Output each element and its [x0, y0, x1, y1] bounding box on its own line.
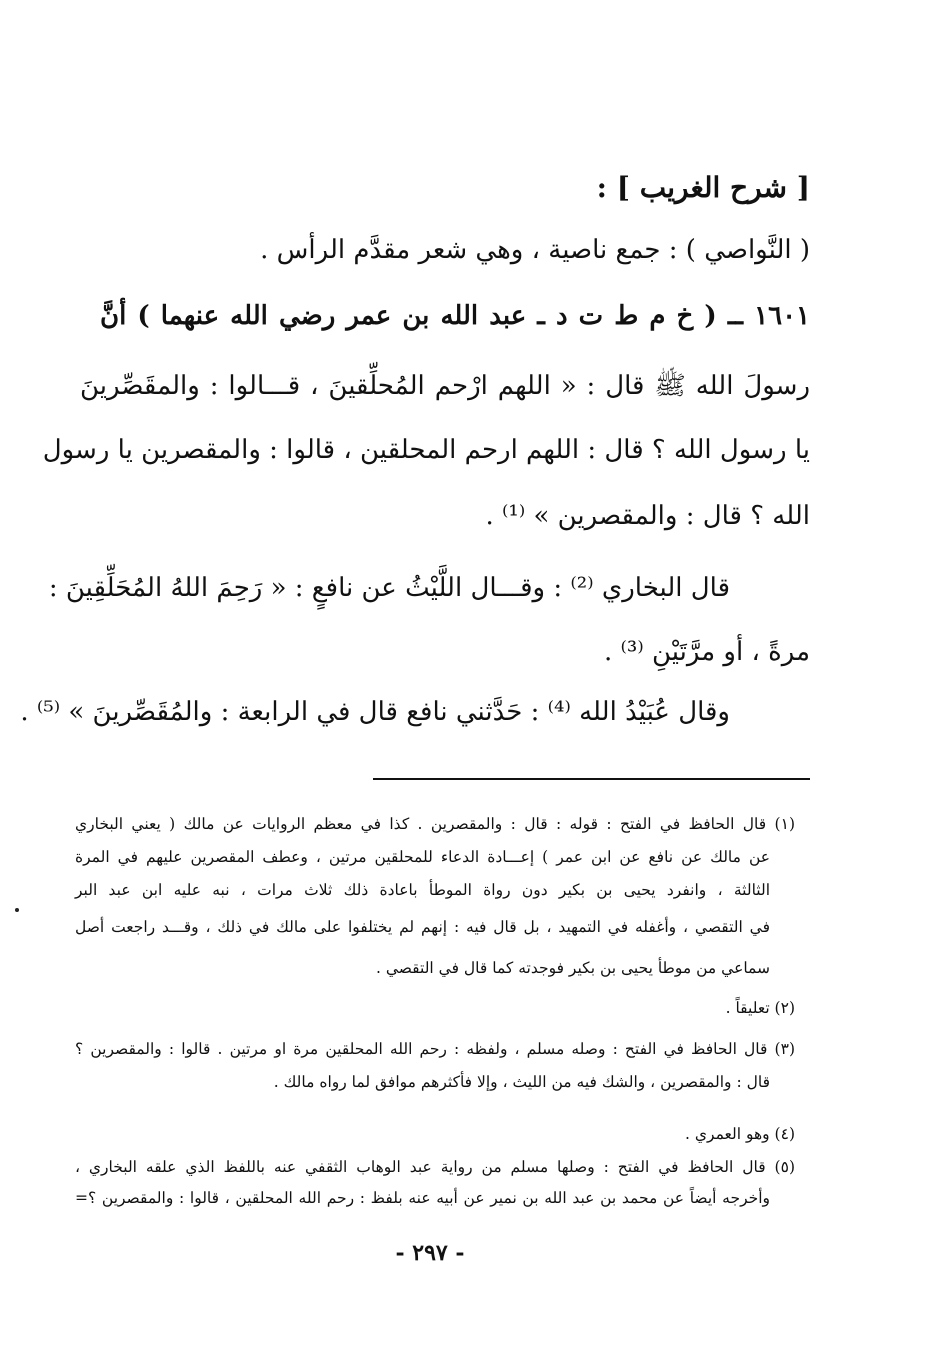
- footnote-line: (٤) وهو العمري .: [685, 1125, 795, 1143]
- footnote-line: قال : والمقصرين ، والشك فيه من الليث ، وإلا فأكثرهم موافق لما رواه مالك .: [273, 1073, 770, 1091]
- main-text-line: مرةً ، أو مرَّتَيْنِ ⁽³⁾ .: [603, 637, 810, 667]
- footnote-line: في التقصي ، وأغفله في التمهيد ، بل قال فيه : إنهم لم يختلفوا على مالك في ذلك ، وقـــد راجعت أصل: [75, 918, 770, 936]
- main-text-line: وقال عُبَيْدُ الله ⁽⁴⁾ : حَدَّثني نافع قال في الرابعة : والمُقَصِّرينَ » ⁽⁵⁾ .: [20, 697, 730, 727]
- footnote-line: (٥) قال الحافظ في الفتح : وصلها مسلم من رواية عبد الوهاب الثقفي عنه باللفظ الذي علقه البخاري ،: [75, 1158, 795, 1176]
- footnote-line: عن مالك عن نافع عن ابن عمر ) إعـــادة الدعاء للمحلقين مرتين ، وعطف المقصرين عليهم في المرة: [75, 848, 770, 866]
- main-text-line: ( النَّواصي ) : جمع ناصية ، وهي شعر مقدَّم الرأس .: [260, 235, 810, 265]
- footnote-line: الثالثة ، وانفرد يحيى بن بكير دون رواة الموطأ باعادة ذلك ثلاث مرات ، نبه عليه ابن عبد البر: [75, 881, 770, 899]
- footnote-line: سماعي من موطأ يحيى بن بكير فوجدته كما قال في التقصي .: [375, 959, 770, 977]
- footnote-separator: [373, 778, 810, 780]
- main-text-line: رسولَ الله ﷺ قال : « اللهم ارْحم المُحلِّقينَ ، قـــالوا : والمقَصِّرينَ: [80, 371, 810, 401]
- main-text-line: الله ؟ قال : والمقصرين » ⁽¹⁾ .: [485, 501, 810, 531]
- hadith-number-line: ١٦٠١ ــ ( خ م ط ت د ـ عبد الله بن عمر رضي الله عنهما ) أنَّ: [100, 301, 810, 331]
- footnote-line: (١) قال الحافظ في الفتح : قوله : قال : والمقصرين . كذا في معظم الروايات عن مالك ( يعني البخاري: [75, 815, 795, 833]
- footnote-line: (٢) تعليقاً .: [725, 999, 795, 1017]
- main-text-line: يا رسول الله ؟ قال : اللهم ارحم المحلقين ، قالوا : والمقصرين يا رسول: [42, 435, 810, 465]
- main-text-line: قال البخاري ⁽²⁾ : وقـــال اللَّيْثُ عن نافعٍ : « رَحِمَ اللهُ المُحَلِّقِينَ :: [48, 573, 730, 603]
- footnote-line: وأخرجه أيضاً عن محمد بن عبد الله بن نمير عن أبيه عنه بلفظ : رحم الله المحلقين ، قالوا : والمقصرين ؟=: [75, 1189, 770, 1207]
- page-number: - ٢٩٧ -: [395, 1240, 465, 1266]
- section-heading: [ شرح الغريب ] :: [596, 171, 810, 204]
- footnote-line: (٣) قال الحافظ في الفتح : وصله مسلم ، ولفظه : رحم الله المحلقين مرة او مرتين . قالوا : والمقصرين ؟: [75, 1040, 795, 1058]
- scan-speck: [15, 908, 19, 912]
